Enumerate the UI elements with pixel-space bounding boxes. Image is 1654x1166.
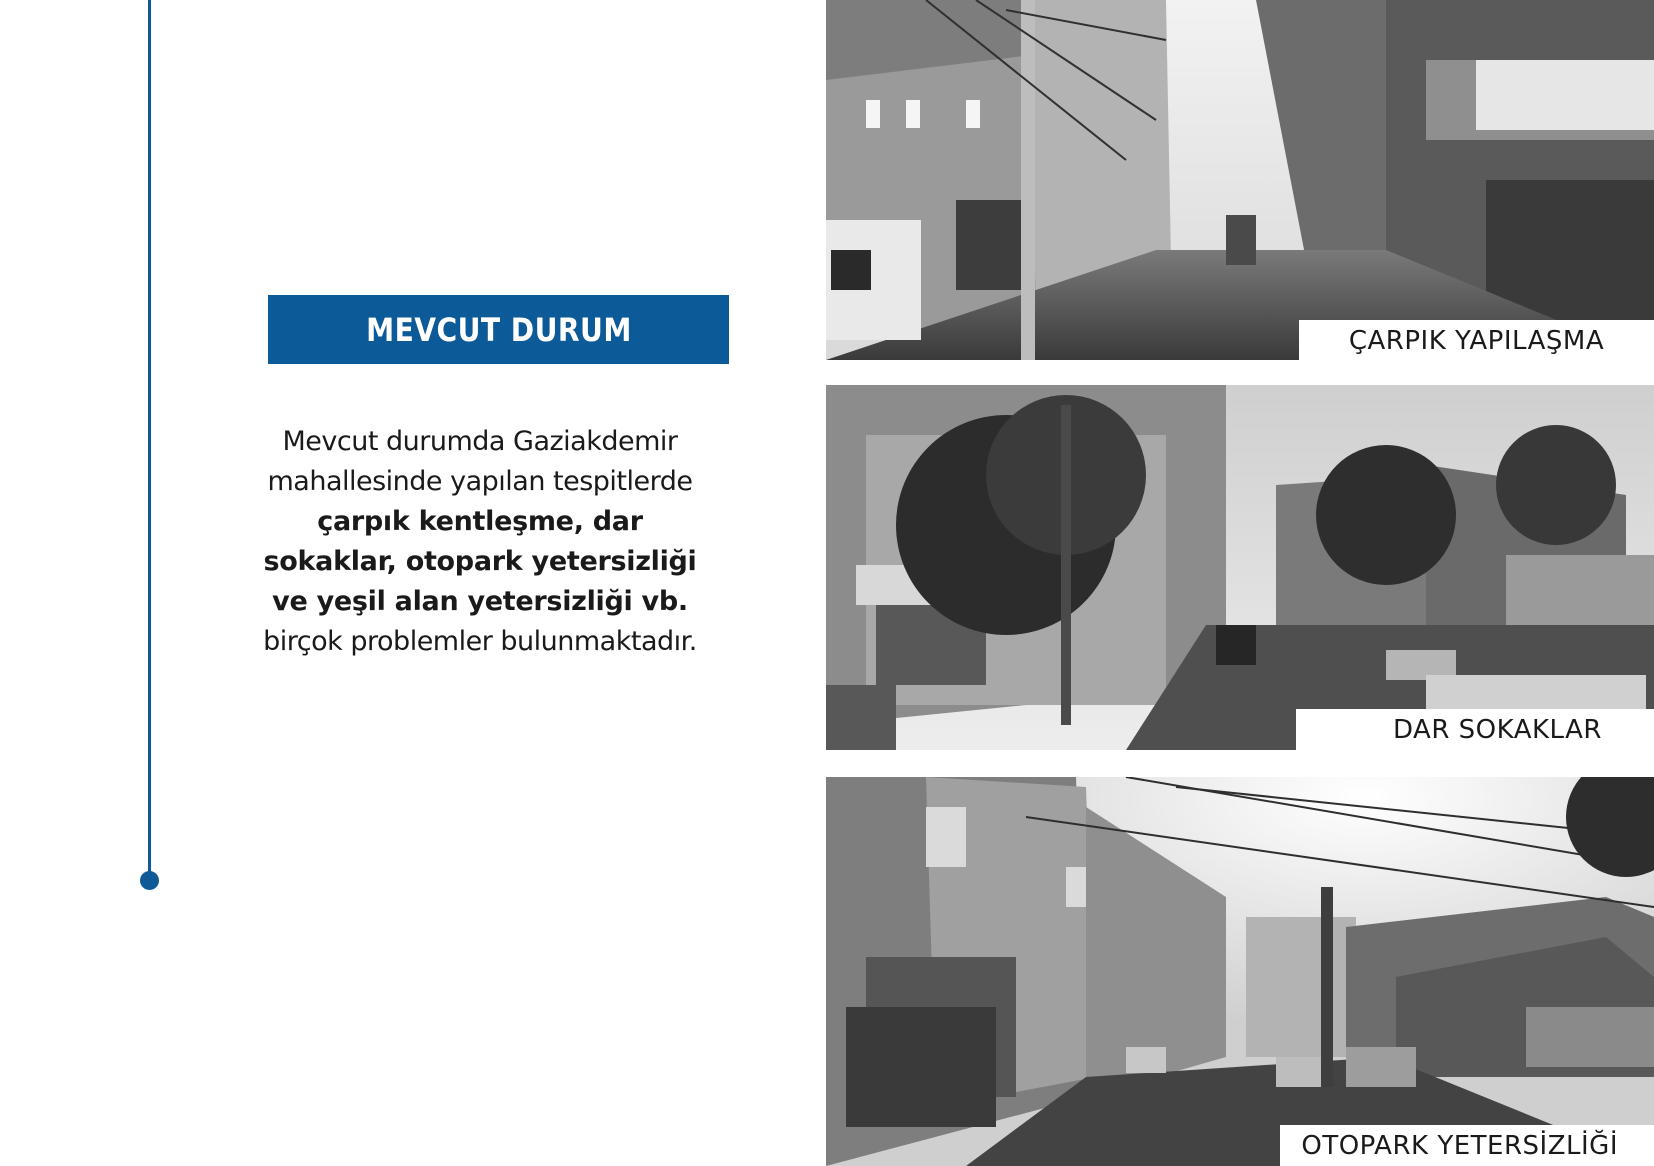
section-title: MEVCUT DURUM: [365, 310, 632, 349]
description-emphasis: çarpık kentleşme, dar sokaklar, otopark yetersizliği ve yeşil alan yetersizliği vb.: [263, 506, 697, 617]
description-lead: Mevcut durumda Gaziakdemir mahallesinde yapılan tespitlerde: [267, 426, 693, 497]
street-photo-3: [826, 777, 1654, 1166]
photo-caption-1: ÇARPIK YAPILAŞMA: [1299, 320, 1654, 362]
street-photo-2: [826, 385, 1654, 750]
photo-caption-3: OTOPARK YETERSİZLİĞİ: [1280, 1125, 1654, 1166]
description-paragraph: [258, 422, 702, 662]
street-photo-1: [826, 0, 1654, 360]
timeline-line: [148, 0, 151, 880]
description-tail: birçok problemler bulunmaktadır.: [263, 626, 697, 657]
section-title-box: [268, 295, 729, 364]
photo-caption-2: DAR SOKAKLAR: [1296, 709, 1654, 751]
timeline-dot: [140, 871, 159, 890]
